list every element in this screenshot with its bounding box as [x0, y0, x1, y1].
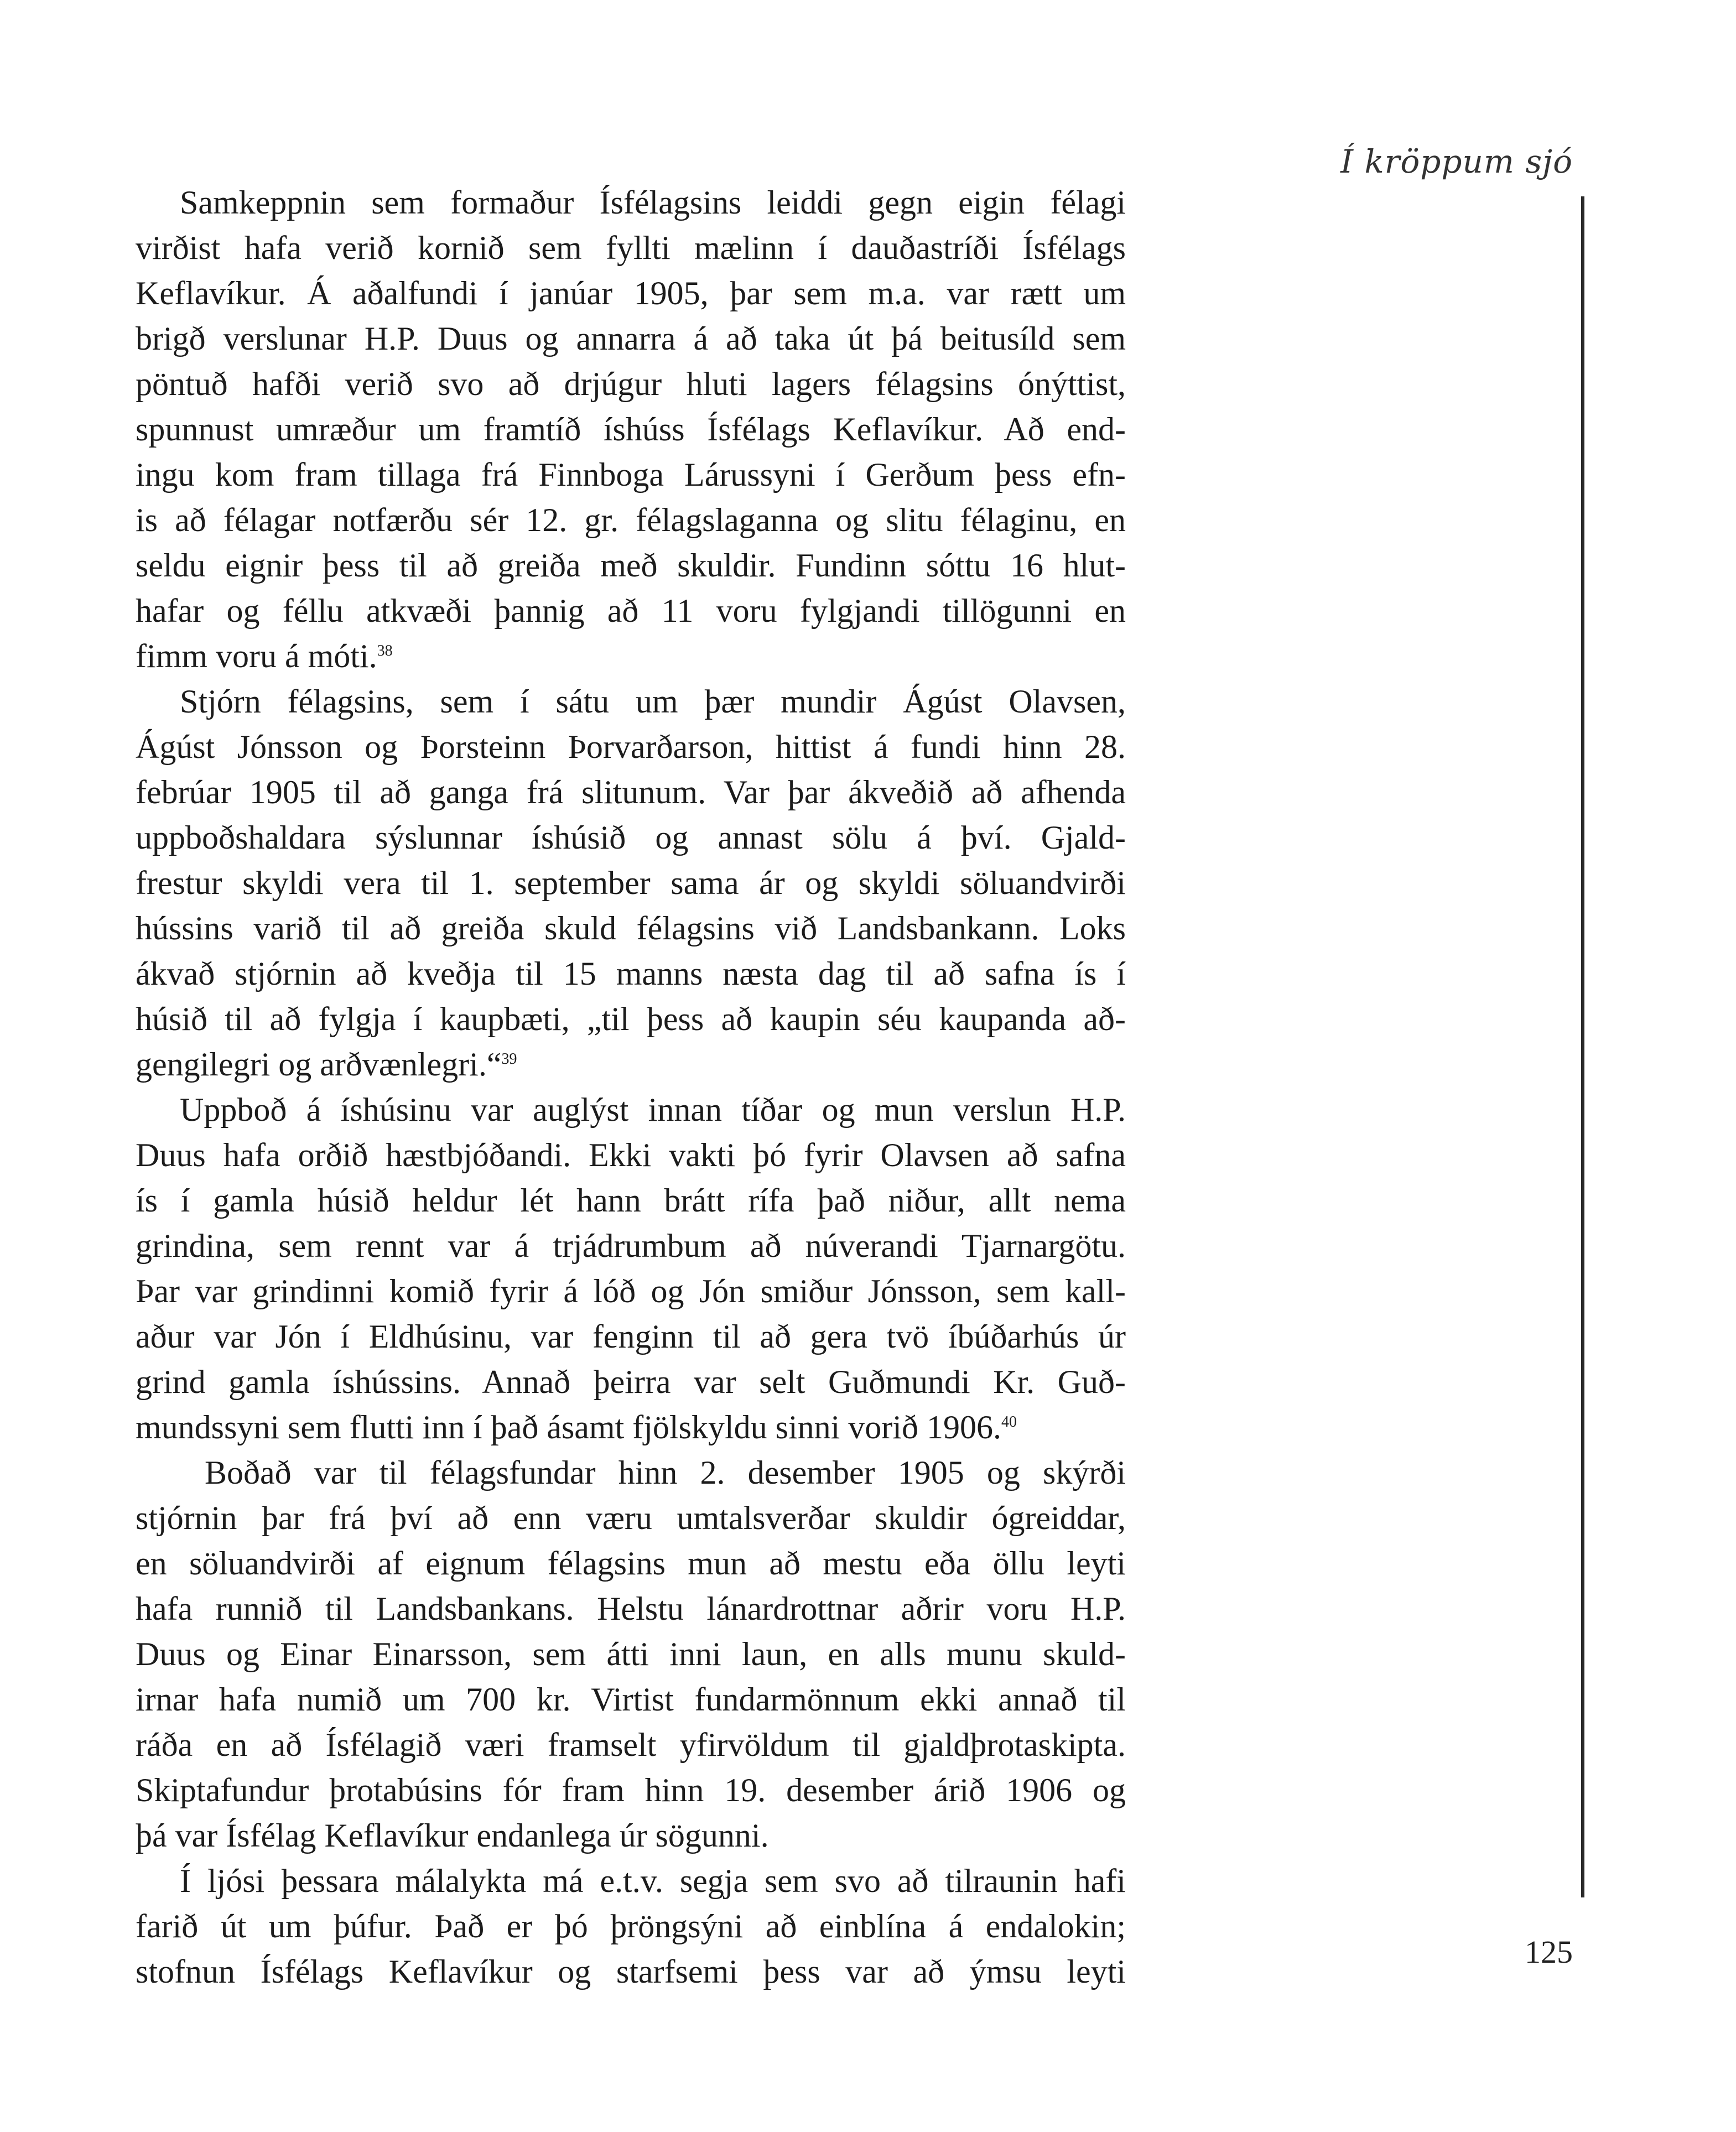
- text-line: Ágúst Jónsson og Þorsteinn Þorvarðarson, hittist á fundi hinn 28.: [136, 729, 1126, 765]
- text-line: mundssyni sem flutti inn í það ásamt fjölskyldu sinni vorið 1906.40: [136, 1409, 1017, 1445]
- text-line: aður var Jón í Eldhúsinu, var fenginn til að gera tvö íbúðarhús úr: [136, 1318, 1126, 1355]
- text-line: frestur skyldi vera til 1. september sama ár og skyldi söluandvirði: [136, 865, 1126, 901]
- text-line: Uppboð á íshúsinu var auglýst innan tíðar og mun verslun H.P.: [180, 1091, 1126, 1128]
- running-head: Í kröppum sjó: [1340, 143, 1573, 180]
- text-line: Samkeppnin sem formaður Ísfélagsins leiddi gegn eigin félagi: [180, 184, 1126, 221]
- text-line: en söluandvirði af eignum félagsins mun að mestu eða öllu leyti: [136, 1545, 1126, 1582]
- text-line: seldu eignir þess til að greiða með skuldir. Fundinn sóttu 16 hlut-: [136, 547, 1126, 584]
- text-line: Boðað var til félagsfundar hinn 2. desember 1905 og skýrði: [205, 1454, 1126, 1491]
- text-line: Þar var grindinni komið fyrir á lóð og Jón smiður Jónsson, sem kall-: [136, 1273, 1126, 1309]
- text-line: ráða en að Ísfélagið væri framselt yfirvöldum til gjaldþrotaskipta.: [136, 1727, 1126, 1763]
- paragraph-2: [136, 679, 1126, 1087]
- text-line: Stjórn félagsins, sem í sátu um þær mundir Ágúst Olavsen,: [180, 683, 1126, 720]
- text-line: pöntuð hafði verið svo að drjúgur hluti lagers félagsins ónýttist,: [136, 366, 1126, 402]
- text-line: ingu kom fram tillaga frá Finnboga Lárussyni í Gerðum þess efn-: [136, 456, 1126, 493]
- text-line: hafa runnið til Landsbankans. Helstu lánardrottnar aðrir voru H.P.: [136, 1590, 1126, 1627]
- text-line: ákvað stjórnin að kveðja til 15 manns næsta dag til að safna ís í: [136, 955, 1126, 992]
- footnote-ref: 38: [377, 642, 393, 659]
- paragraph-4: [136, 1450, 1126, 1858]
- text-line: Duus og Einar Einarsson, sem átti inni laun, en alls munu skuld-: [136, 1636, 1126, 1672]
- text-line: gengilegri og arðvænlegri.“$^{39}$: [136, 1046, 517, 1083]
- text-line: þá var Ísfélag Keflavíkur endanlega úr sögunni.: [136, 1817, 769, 1854]
- paragraph-5: [136, 1858, 1126, 1994]
- text-line: spunnust umræður um framtíð íshúss Ísfélags Keflavíkur. Að end-: [136, 411, 1126, 448]
- text-line: Keflavíkur. Á aðalfundi í janúar 1905, þar sem m.a. var rætt um: [136, 275, 1126, 311]
- footnote-ref: 39: [501, 1051, 517, 1068]
- text-line: Duus hafa orðið hæstbjóðandi. Ekki vakti þó fyrir Olavsen að safna: [136, 1137, 1126, 1173]
- text-line: is að félagar notfærðu sér 12. gr. félagslaganna og slitu félaginu, en: [136, 502, 1126, 538]
- paragraph-1: [136, 180, 1126, 679]
- text-line: grindina, sem rennt var á trjádrumbum að núverandi Tjarnargötu.: [136, 1228, 1126, 1264]
- text-line: stjórnin þar frá því að enn væru umtalsverðar skuldir ógreiddar,: [136, 1500, 1126, 1536]
- paragraph-3: [136, 1087, 1126, 1450]
- page-number: 125: [1525, 1934, 1573, 1970]
- text-line: ís í gamla húsið heldur lét hann brátt rífa það niður, allt nema: [136, 1182, 1126, 1219]
- text-line: hafar og féllu atkvæði þannig að 11 voru fylgjandi tillögunni en: [136, 592, 1126, 629]
- text-line: stofnun Ísfélags Keflavíkur og starfsemi þess var að ýmsu leyti: [136, 1953, 1126, 1990]
- text-line: irnar hafa numið um 700 kr. Virtist fundarmönnum ekki annað til: [136, 1681, 1126, 1718]
- margin-rule: [1581, 196, 1584, 1897]
- footnote-ref: 40: [1001, 1413, 1017, 1431]
- text-line: uppboðshaldara sýslunnar íshúsið og annast sölu á því. Gjald-: [136, 819, 1126, 856]
- text-line: febrúar 1905 til að ganga frá slitunum. Var þar ákveðið að afhenda: [136, 774, 1126, 810]
- text-line: virðist hafa verið kornið sem fyllti mælinn í dauðastríði Ísfélags: [136, 230, 1126, 266]
- text-line: grind gamla íshússins. Annað þeirra var selt Guðmundi Kr. Guð-: [136, 1364, 1126, 1400]
- text-line: brigð verslunar H.P. Duus og annarra á að taka út þá beitusíld sem: [136, 320, 1126, 357]
- text-line: farið út um þúfur. Það er þó þröngsýni að einblína á endalokin;: [136, 1908, 1126, 1944]
- body-text: [136, 180, 1126, 1994]
- text-line: fimm voru á móti.$^{38}$: [136, 638, 393, 674]
- text-line: Skiptafundur þrotabúsins fór fram hinn 19. desember árið 1906 og: [136, 1772, 1126, 1808]
- text-line: Í ljósi þessara málalykta má e.t.v. segja sem svo að tilraunin hafi: [180, 1863, 1126, 1899]
- text-line: húsið til að fylgja í kaupbæti, „til þess að kaupin séu kaupanda að-: [136, 1001, 1126, 1037]
- text-line: hússins varið til að greiða skuld félagsins við Landsbankann. Loks: [136, 910, 1126, 947]
